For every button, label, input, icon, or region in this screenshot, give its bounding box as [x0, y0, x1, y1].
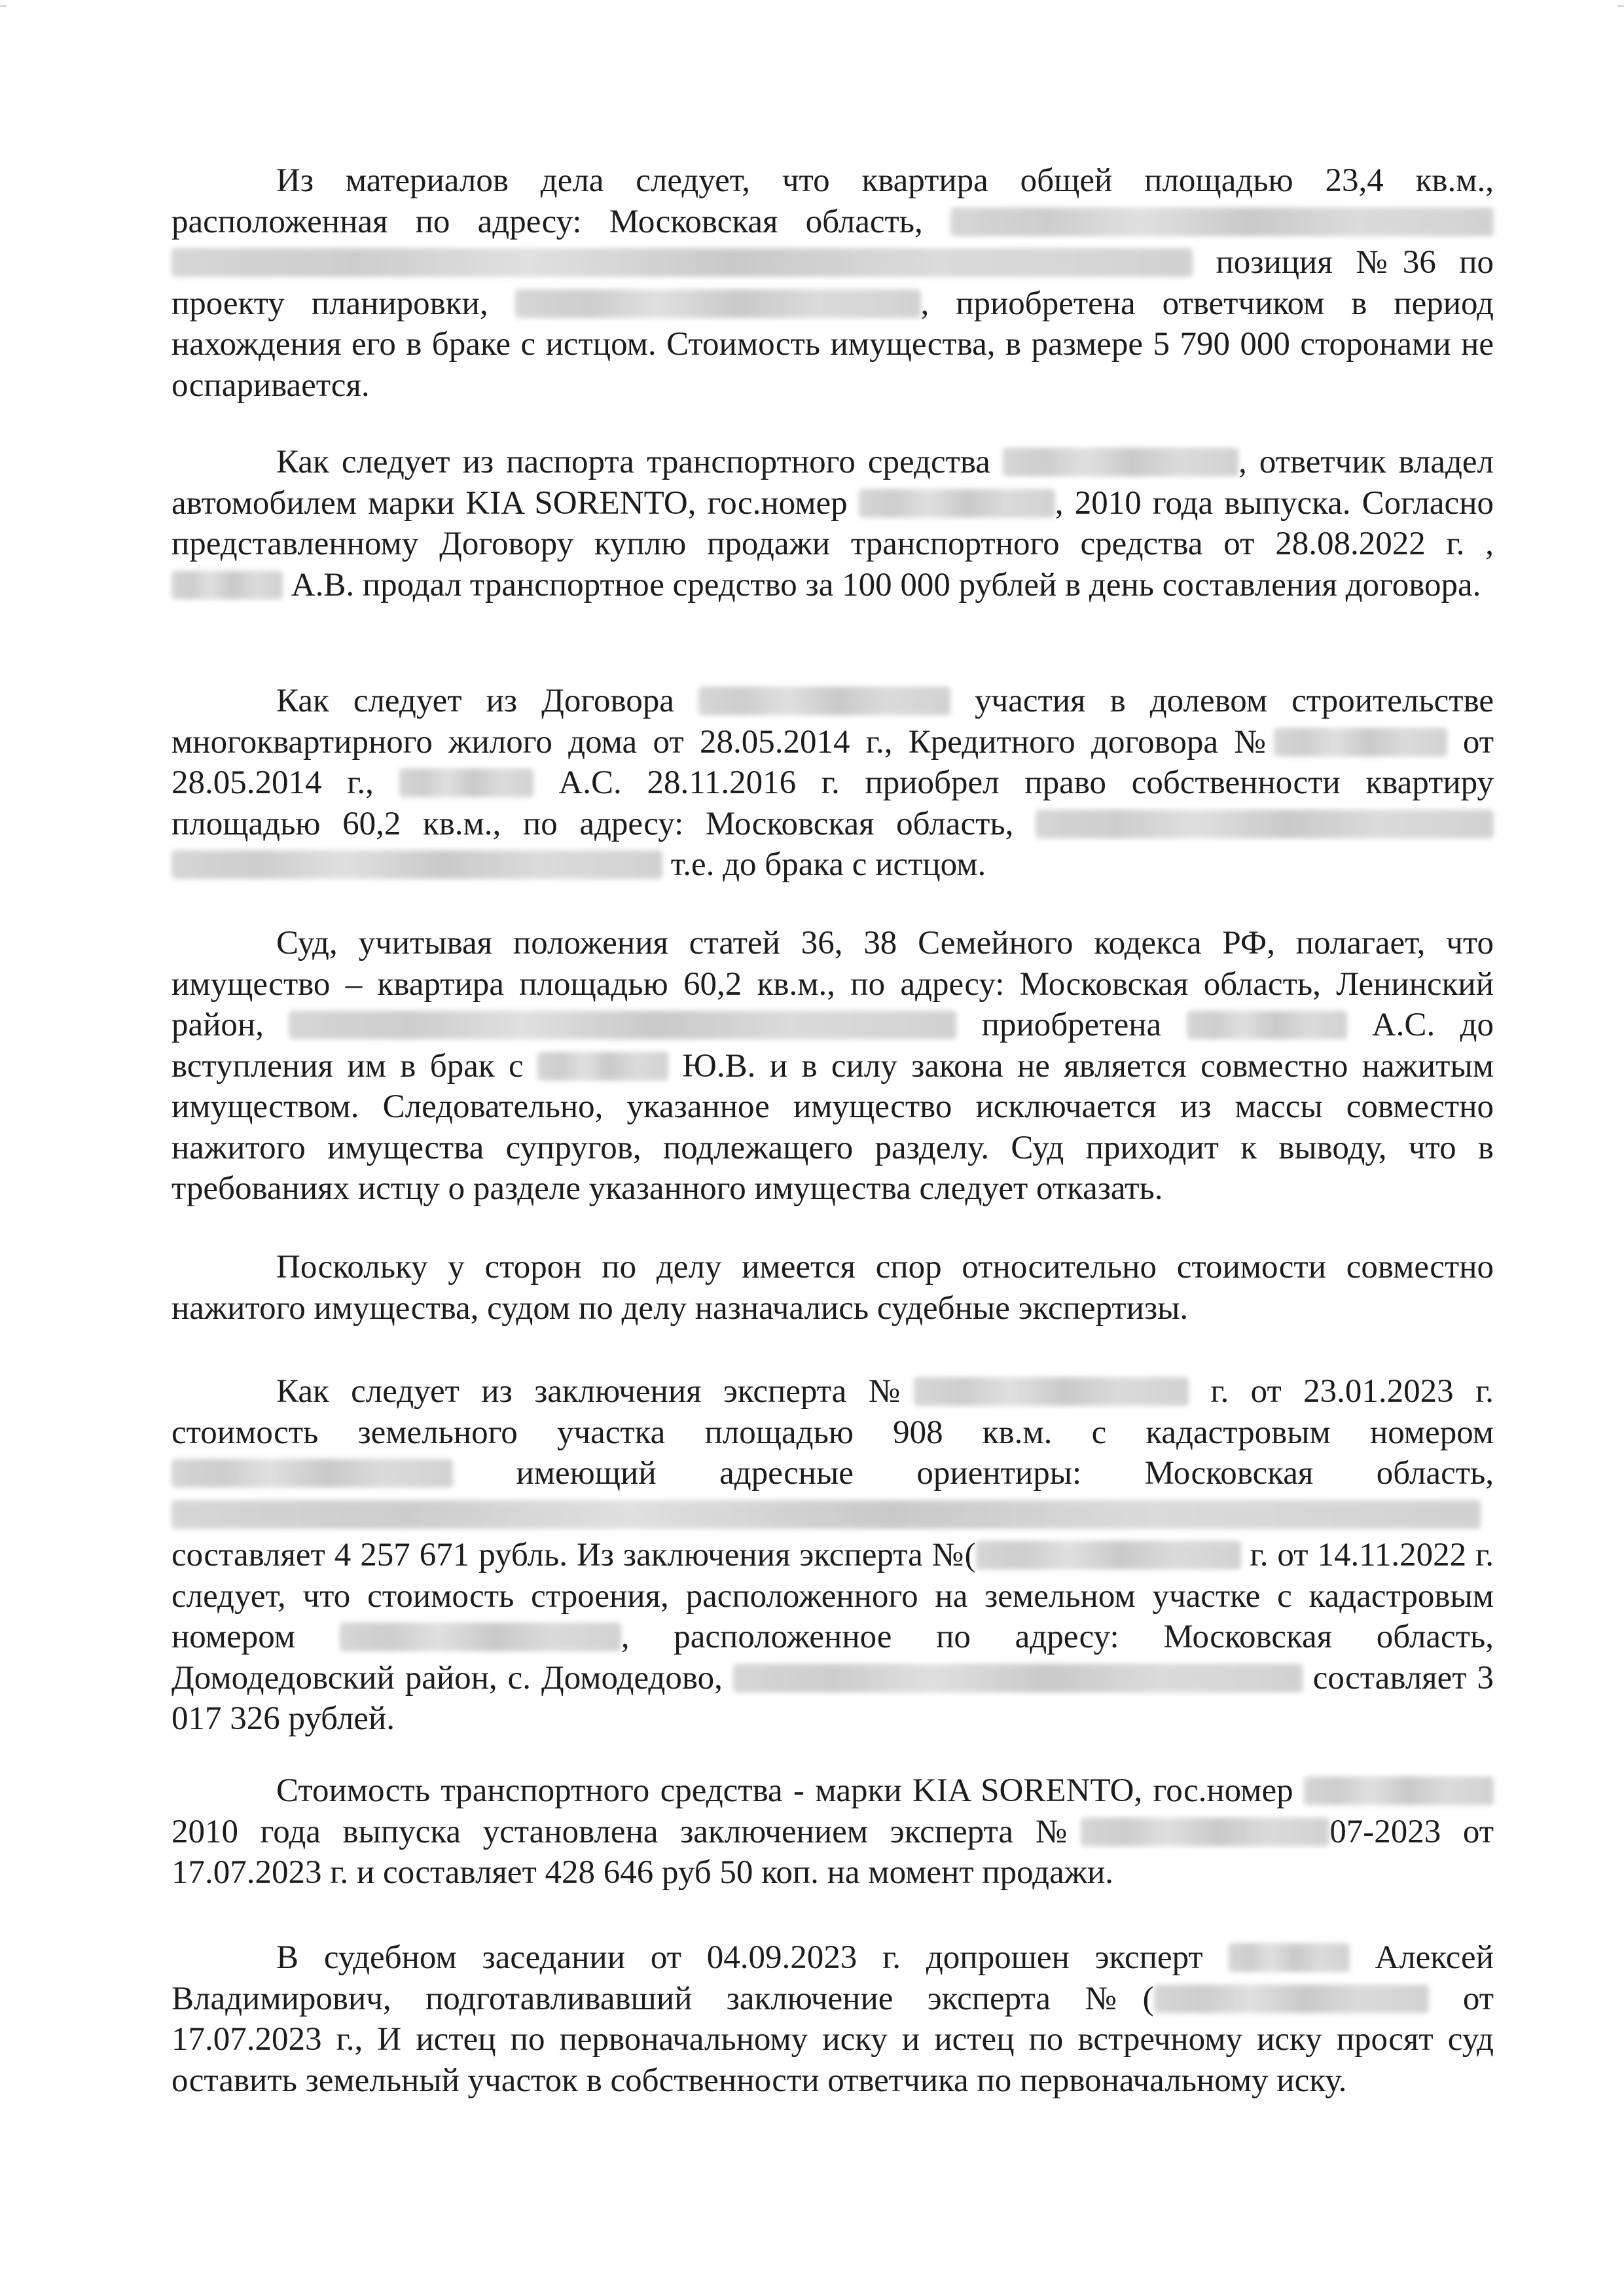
redacted-text	[1003, 448, 1238, 476]
redacted-text	[1187, 1011, 1347, 1039]
redacted-text	[340, 1623, 621, 1651]
redacted-text	[171, 571, 283, 600]
redacted-text	[733, 1664, 1303, 1693]
paragraph-court-position	[171, 923, 1494, 1210]
text-segment: от 28.05.2014 г.,	[171, 723, 1494, 801]
text-segment: приобретена	[956, 1007, 1187, 1043]
paragraph-vehicle	[171, 442, 1494, 605]
text-segment: Суд, учитывая положения статей 36, 38 Семейного кодекса РФ, полагает, что имущество – квартира площадью 60,2 кв.м., по адресу: Московская область, Ленинский район,	[171, 925, 1494, 1043]
text-segment: 07-2023 от 17.07.2023 г. и составляет 428 646 руб 50 коп. на момент продажи.	[171, 1813, 1494, 1891]
redacted-text	[515, 289, 921, 318]
paragraph-apartment	[171, 160, 1494, 406]
redacted-text	[859, 489, 1055, 518]
redacted-text	[950, 207, 1494, 236]
text-segment: составляет 4 257 671 рубль. Из заключения эксперта №(	[171, 1537, 976, 1573]
text-segment: составляет 3 017 326 рублей.	[171, 1659, 1494, 1737]
text-segment: 2010 года выпуска установлена заключением эксперта №	[171, 1813, 1081, 1850]
redacted-text	[698, 687, 950, 715]
text-segment: г. от 23.01.2023 г. стоимость земельного участка площадью 908 кв.м. с кадастровым номером	[171, 1373, 1494, 1451]
text-segment: от 17.07.2023 г., И истец по первоначальному иску и истец по встречному иску просят суд оставить земельный участок в собственности ответчика по первоначальному иску.	[171, 1980, 1494, 2099]
text-segment: А.С. до вступления им в брак с	[171, 1007, 1494, 1085]
text-segment: Ю.В. и в силу закона не является совместно нажитым имуществом. Следовательно, указанное имущество исключается из массы совместно нажитого имущества супругов, подлежащего разделу. Суд приходит к выводу, что в требованиях истцу о разделе указанного имущества следует отказать.	[171, 1047, 1494, 1207]
redacted-text	[1154, 1984, 1429, 2013]
text-segment: т.е. до брака с истцом.	[662, 846, 986, 883]
redacted-text	[171, 1500, 1481, 1529]
redacted-text	[537, 1052, 668, 1081]
text-segment: , 2010 года выпуска. Согласно представленному Договору куплю продажи транспортного средства от 28.08.2022 г. ,	[171, 484, 1494, 562]
redacted-text	[171, 850, 662, 879]
paragraph-hearing	[171, 1937, 1494, 2101]
text-segment: Из материалов дела следует, что квартира общей площадью 23,4 кв.м., расположенная по адресу: Московская область,	[171, 162, 1494, 240]
text-segment: , расположенное по адресу: Московская область, Домодедовский район, с. Домодедово,	[171, 1619, 1494, 1696]
redacted-text	[976, 1541, 1241, 1570]
scan-mark	[1617, 5, 1624, 7]
paragraph-land-valuation	[171, 1371, 1494, 1740]
paragraph-expertise	[171, 1247, 1494, 1329]
text-segment: А.С. 28.11.2016 г. приобрел право собственности квартиру площадью 60,2 кв.м., по адресу: Московская область,	[171, 764, 1494, 842]
text-segment: Стоимость транспортного средства - марки KIA SORENTO, гос.номер	[276, 1772, 1304, 1809]
redacted-text	[171, 248, 1193, 277]
text-segment: Как следует из заключения эксперта №	[276, 1373, 914, 1410]
redacted-text	[399, 768, 533, 797]
redacted-text	[1229, 1943, 1350, 1972]
text-segment: имеющий адресные ориентиры: Московская область,	[453, 1455, 1494, 1492]
redacted-text	[914, 1377, 1189, 1406]
text-segment: Поскольку у сторон по делу имеется спор относительно стоимости совместно нажитого имущества, судом по делу назначались судебные экспертизы.	[171, 1249, 1494, 1327]
text-segment: Как следует из Договора	[276, 683, 698, 719]
redacted-text	[171, 1459, 453, 1488]
text-segment: Алексей Владимирович, подготавливавший заключение эксперта №(	[171, 1939, 1494, 2017]
text-segment: Как следует из паспорта транспортного средства	[276, 444, 1003, 480]
redacted-text	[1304, 1776, 1494, 1805]
redacted-text	[289, 1011, 956, 1039]
text-segment: позиция №36 по проекту планировки,	[171, 244, 1494, 322]
paragraph-vehicle-valuation	[171, 1770, 1494, 1893]
redacted-text	[1036, 810, 1494, 838]
text-segment: А.В. продал транспортное средство за 100 000 рублей в день составления договора.	[283, 566, 1481, 603]
redacted-text	[1081, 1818, 1329, 1846]
text-segment: участия в долевом строительстве многоквартирного жилого дома от 28.05.2014 г., Кредитного договора №	[171, 683, 1494, 761]
paragraph-share-agreement	[171, 681, 1494, 886]
scan-mark	[0, 5, 7, 7]
text-segment: , приобретена ответчиком в период нахождения его в браке с истцом. Стоимость имущества, в размере 5 790 000 сторонами не оспаривается.	[171, 285, 1494, 404]
redacted-text	[1274, 728, 1447, 757]
text-segment: , ответчик владел автомобилем марки KIA SORENTO, гос.номер	[171, 444, 1494, 522]
text-segment: г. от 14.11.2022 г. следует, что стоимость строения, расположенного на земельном участке с кадастровым номером	[171, 1537, 1494, 1655]
text-segment: В судебном заседании от 04.09.2023 г. допрошен эксперт	[276, 1939, 1229, 1976]
